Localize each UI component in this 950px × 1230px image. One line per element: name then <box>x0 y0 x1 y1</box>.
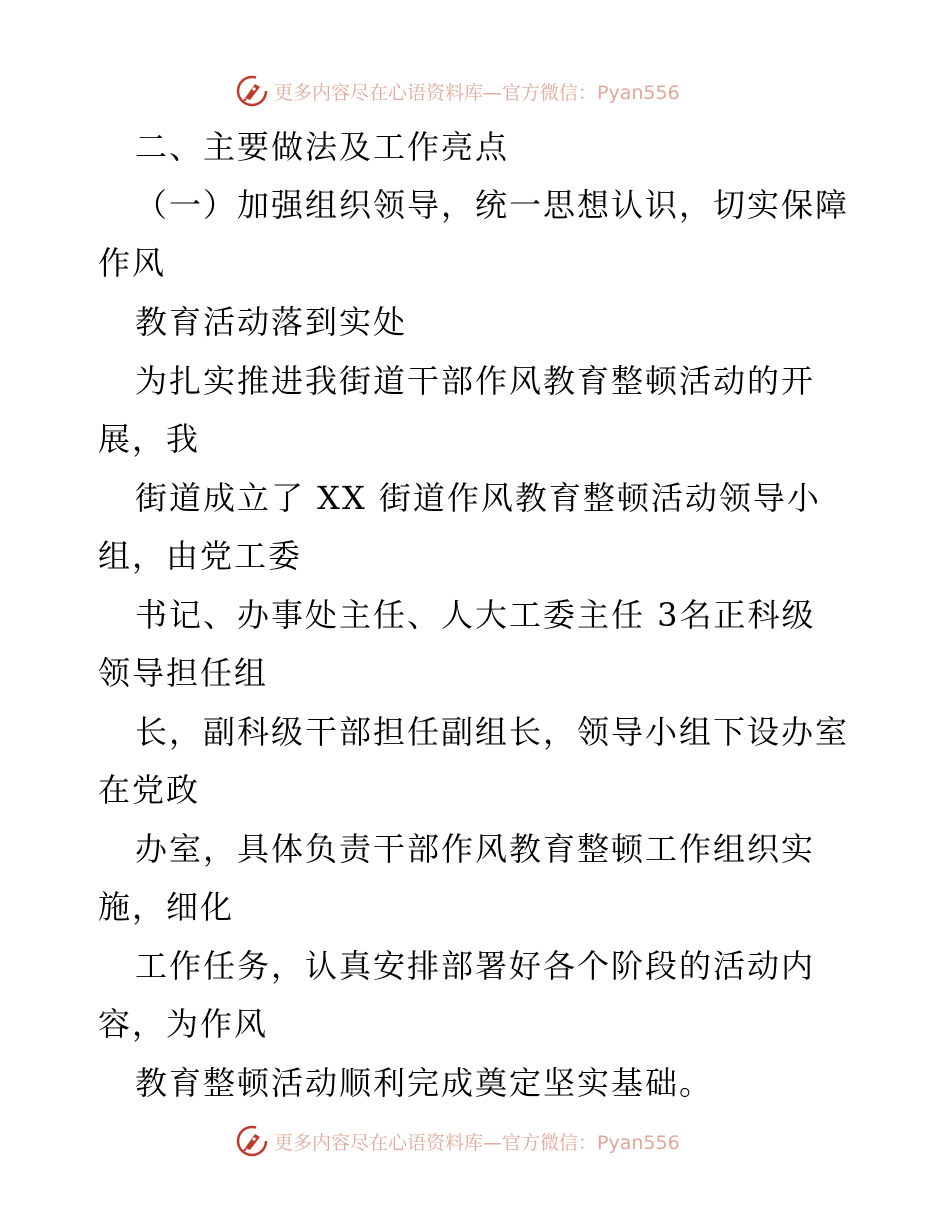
paragraph-line: 教育整顿活动顺利完成奠定坚实基础。 <box>135 1064 714 1102</box>
paragraph-line: 为扎实推进我街道干部作风教育整顿活动的开 <box>135 362 816 400</box>
paragraph-line: 长，副科级干部担任副组长，领导小组下设办室 <box>135 713 850 751</box>
paragraph-line: 领导担任组 <box>98 654 269 692</box>
footer-watermark-banner <box>0 1121 950 1161</box>
footer-watermark-text: 更多内容尽在心语资料库—官方微信：Pyan556 <box>274 1131 680 1154</box>
subsection-heading: （一）加强组织领导，统一思想认识，切实保障 <box>135 186 850 224</box>
paragraph-line: 教育活动落到实处 <box>135 303 408 341</box>
paragraph-line: 书记、办事处主任、人大工委主任 3名正科级 <box>135 596 816 634</box>
paragraph-line: 办室，具体负责干部作风教育整顿工作组织实 <box>135 830 816 868</box>
header-watermark-text: 更多内容尽在心语资料库—官方微信：Pyan556 <box>274 81 680 104</box>
paragraph-line: 容，为作风 <box>98 1005 269 1043</box>
paragraph-line: 施，细化 <box>98 888 235 926</box>
paragraph-line: 街道成立了 XX 街道作风教育整顿活动领导小 <box>135 479 821 517</box>
paragraph-line: 工作任务，认真安排部署好各个阶段的活动内 <box>135 947 816 985</box>
pen-nib-logo-icon <box>236 1125 268 1157</box>
paragraph-line: 组，由党工委 <box>98 537 303 575</box>
subsection-heading-continued: 作风 <box>98 244 167 282</box>
pen-nib-logo-icon <box>236 75 268 107</box>
section-heading: 二、主要做法及工作亮点 <box>135 128 510 166</box>
header-watermark-banner <box>0 71 950 111</box>
paragraph-line: 在党政 <box>98 771 201 809</box>
paragraph-line: 展，我 <box>98 420 201 458</box>
